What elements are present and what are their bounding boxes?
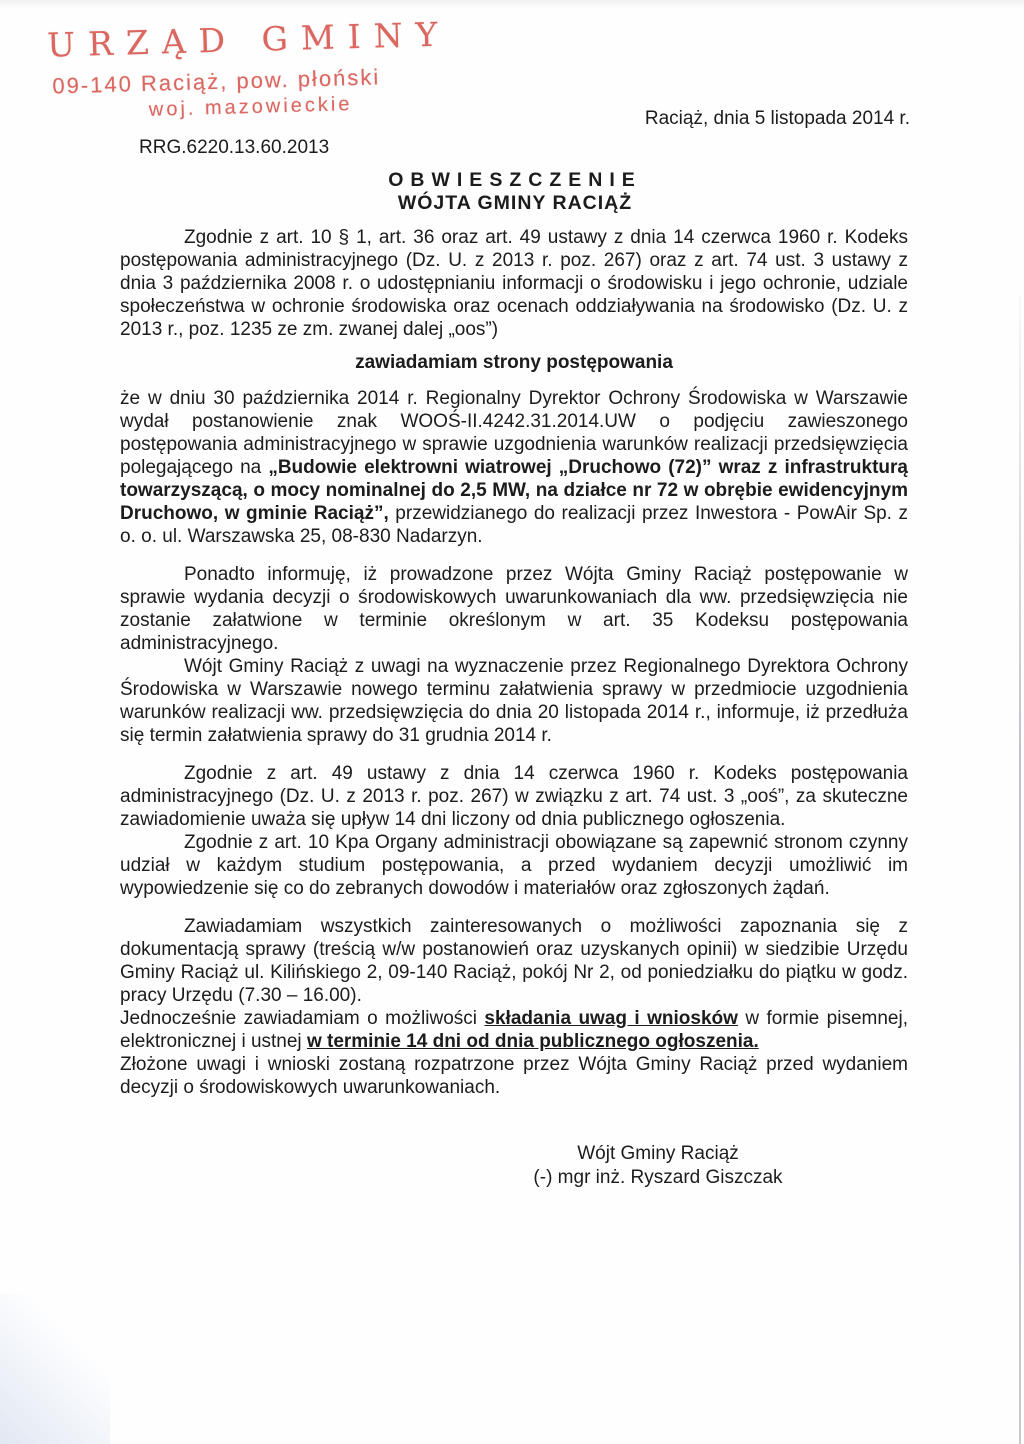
scan-artifact-corner <box>0 1294 110 1444</box>
paragraph-comments-review: Złożone uwagi i wnioski zostaną rozpatrzone przez Wójta Gminy Raciąż przed wydaniem decyzji o środowiskowych uwarunkowaniach. <box>120 1054 908 1098</box>
stamp-office-name: URZĄD GMINY <box>46 14 451 65</box>
paragraph-deadline-notice: Ponadto informuję, iż prowadzone przez Wójta Gminy Raciąż postępowanie w sprawie wydania decyzji o środowiskowych uwarunkowaniach dla ww. przedsięwzięcia nie zostanie załatwione w terminie określonym w art. 35 Kodeksu postępowania administracyjnego. <box>120 564 908 654</box>
notice-body <box>120 226 908 1190</box>
case-reference-number: RRG.6220.13.60.2013 <box>139 137 330 158</box>
decision-text-lead: że w dniu 30 października 2014 r. Regionalny Dyrektor Ochrony Środowiska w Warszawie wydał postanowienie znak WOOŚ-II.4242.31.2014.UW o podjęciu zawieszonego postępowania administracyjnego w sprawie uzgodnienia warunków realizacji przedsięwzięcia polegającego na <box>120 388 908 478</box>
signature-position: Wójt Gminy Raciąż <box>577 1143 739 1164</box>
paragraph-legal-basis: Zgodnie z art. 10 § 1, art. 36 oraz art. 49 ustawy z dnia 14 czerwca 1960 r. Kodeks postępowania administracyjnego (Dz. U. z 2013 r. poz. 267) oraz z art. 74 ust. 3 ustawy z dnia 3 października 2008 r. o udostępnianiu informacji o środowisku i jego ochronie, udziale społeczeństwa w ochronie środowiska oraz ocenach oddziaływania na środowisko (Dz. U. z 2013 r., poz. 1235 ze zm. zwanej dalej „oos”) <box>120 227 908 340</box>
deadline-bold-underline: w terminie 14 dni od dnia publicznego ogłoszenia. <box>306 1031 759 1052</box>
comments-lead: Jednocześnie zawiadamiam o możliwości <box>120 1008 485 1029</box>
paragraph-art49: Zgodnie z art. 49 ustawy z dnia 14 czerwca 1960 r. Kodeks postępowania administracyjnego (Dz. U. z 2013 r. poz. 267) w związku z art. 74 ust. 3 „ooś”, za skuteczne zawiadomienie uważa się upływ 14 dni liczony od dnia publicznego ogłoszenia. <box>120 763 908 830</box>
paragraph-documentation-access: Zawiadamiam wszystkich zainteresowanych o możliwości zapoznania się z dokumentacją sprawy (treścią w/w postanowień oraz uzyskanych opinii) w siedzibie Urzędu Gminy Raciąż ul. Kilińskiego 2, 09-140 Raciąż, pokój Nr 2, od poniedziałku do piątku w godz. pracy Urzędu (7.30 – 16.00). <box>120 916 908 1006</box>
paragraph-art10-kpa: Zgodnie z art. 10 Kpa Organy administracji obowiązane są zapewnić stronom czynny udział w każdym studium postępowania, a przed wydaniem decyzji umożliwić im wypowiedzenie się co do zebranych dowodów i materiałów oraz zgłoszonych żądań. <box>120 832 908 899</box>
place-and-date: Raciąż, dnia 5 listopada 2014 r. <box>644 108 910 129</box>
scan-artifact-top <box>0 0 1024 8</box>
document-title-block <box>120 169 910 215</box>
stamp-voivodeship: woj. mazowieckie <box>148 93 353 121</box>
stamp-office-address: 09-140 Raciąż, pow. płoński <box>52 64 381 99</box>
comments-forms: w formie pisemnej, elektronicznej i ustnej <box>120 1008 908 1052</box>
comments-bold-underline: składania uwag i wniosków <box>484 1008 738 1029</box>
scan-artifact-right-edge <box>1019 295 1021 1444</box>
paragraph-comments-submission <box>120 1007 908 1053</box>
paragraph-extension: Wójt Gminy Raciąż z uwagi na wyznaczenie przez Regionalnego Dyrektora Ochrony Środowiska w Warszawie nowego terminu załatwienia sprawy w przedmiocie uzgodnienia warunków realizacji ww. przedsięwzięcia do dnia 20 listopada 2014 r., informuje, iż przedłuża się termin załatwienia sprawy do 31 grudnia 2014 r. <box>120 656 908 746</box>
signature-name: (-) mgr inż. Ryszard Giszczak <box>533 1167 783 1188</box>
signature-block <box>448 1142 868 1190</box>
notice-subheading: zawiadamiam strony postępowania <box>355 352 673 373</box>
document-title-authority: WÓJTA GMINY RACIĄŻ <box>397 192 633 214</box>
document-title: OBWIESZCZENIE <box>388 169 642 191</box>
project-name-bold: „Budowie elektrowni wiatrowej „Druchowo (72)” wraz z infrastrukturą towarzyszącą, o mocy nominalnej do 2,5 MW, na działce nr 72 w obrębie ewidencyjnym Druchowo, w gminie Raciąż”, <box>120 457 908 524</box>
investor-details: przewidzianego do realizacji przez Inwestora - PowAir Sp. z o. o. ul. Warszawska 25, 08-830 Nadarzyn. <box>120 503 908 547</box>
paragraph-decision-info <box>120 387 908 548</box>
